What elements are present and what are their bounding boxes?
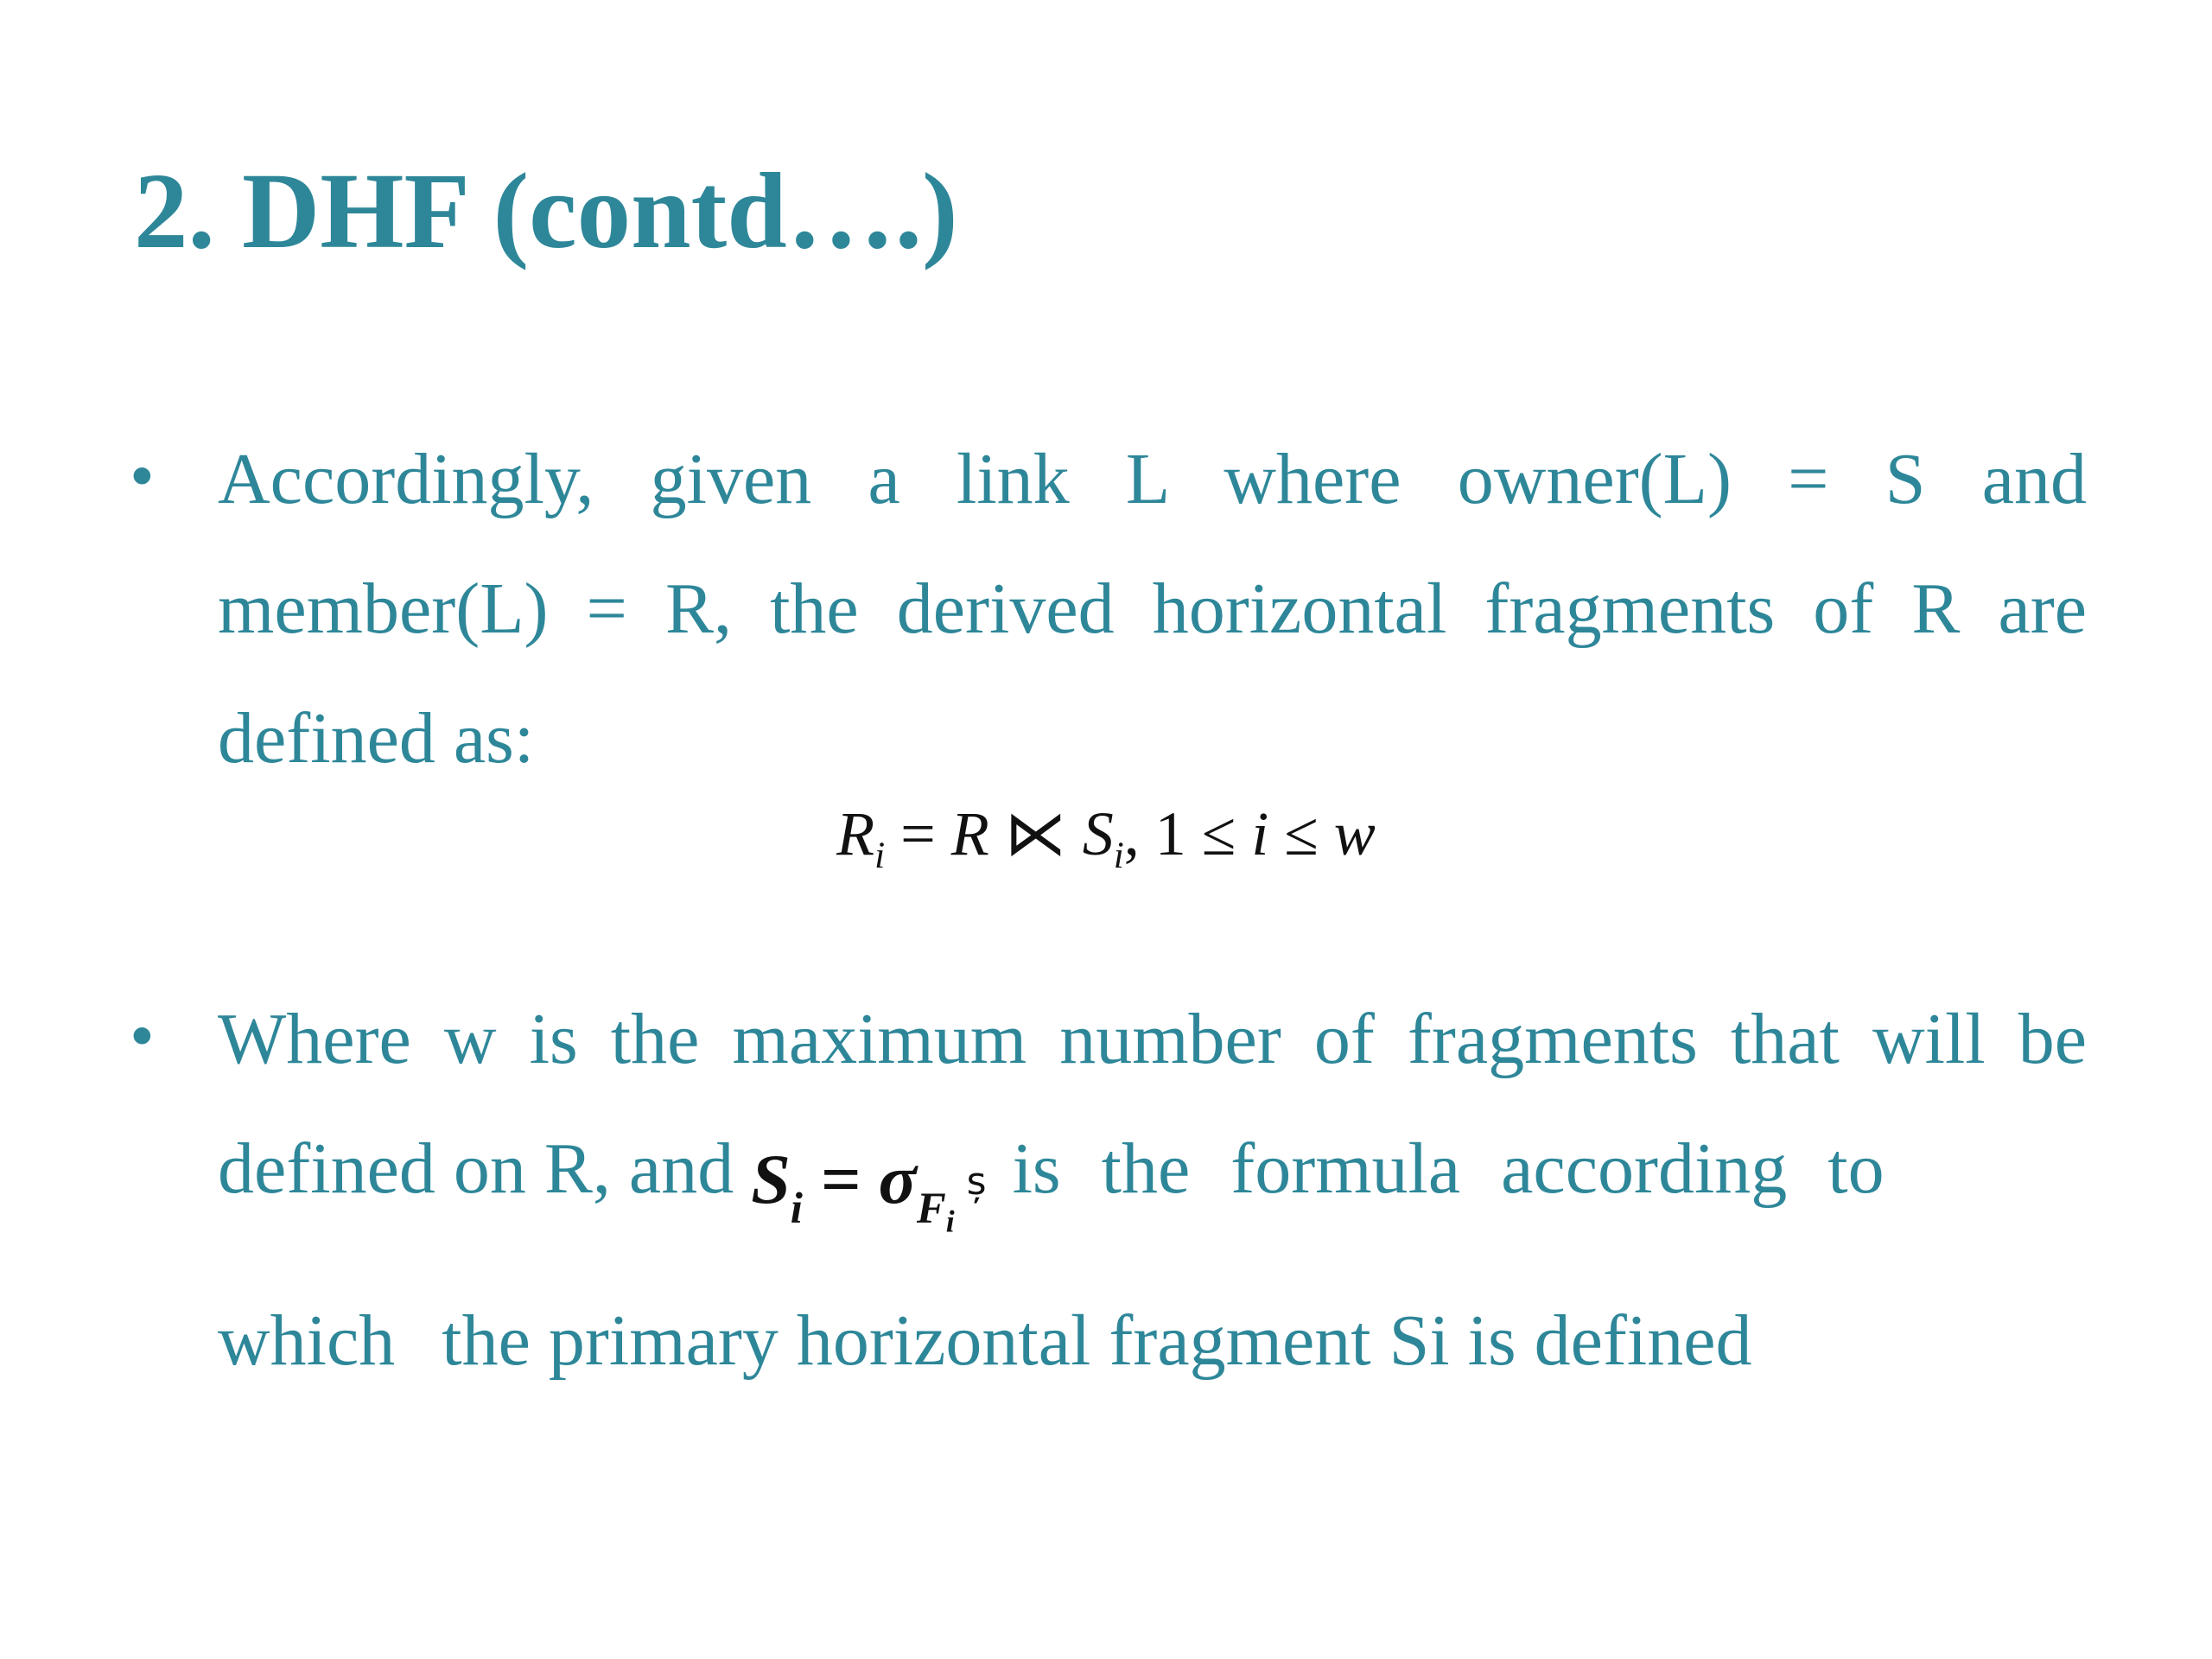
bullet-1-line-1: Accordingly, given a link L where owner(L) = S and	[218, 439, 2087, 519]
derived-fragment-equation	[0, 786, 2212, 904]
bullet-2-line-2	[218, 1104, 2087, 1276]
formula-small-glyph: ș	[966, 1160, 987, 1204]
bullet-2-line-3	[218, 1276, 2087, 1406]
slide-title: 2. DHF (contd….)	[134, 152, 958, 271]
bullet-2-line-3-rest: the primary horizontal fragment Si is defined	[442, 1300, 1752, 1381]
bullet-dot-1: •	[130, 436, 155, 515]
formula-sigma-subscript	[916, 1183, 955, 1239]
bullet-dot-2: •	[130, 996, 155, 1075]
eq-range-text: , 1 ≤	[1123, 799, 1252, 868]
formula-sigma-sub-i: i	[945, 1204, 955, 1239]
semijoin-operator: ⋉	[1004, 799, 1067, 868]
bullet-paragraph-2	[218, 975, 2087, 1406]
eq-w: w	[1333, 799, 1376, 868]
eq-r: R	[950, 799, 989, 868]
eq-le: ≤	[1268, 799, 1334, 868]
eq-lhs: R	[836, 799, 875, 868]
bullet-2-line-2-end: is the formula according to	[1012, 1128, 1885, 1209]
bullet-1-line-2: member(L) = R, the derived horizontal fragments of R are	[218, 569, 2087, 649]
eq-equals: =	[900, 799, 936, 868]
eq-lhs-subscript: i	[874, 836, 886, 877]
eq-s: S	[1082, 799, 1114, 868]
formula-sigma: σ	[878, 1140, 917, 1218]
formula-s: S	[751, 1140, 791, 1218]
formula-sigma-sub-f: F	[916, 1183, 946, 1232]
eq-s-subscript: i	[1113, 836, 1124, 877]
bullet-1-line-3: defined as:	[218, 698, 535, 779]
eq-i: i	[1251, 799, 1269, 868]
bullet-paragraph-1	[218, 415, 2087, 804]
formula-s-subscript: i	[790, 1183, 803, 1232]
formula-equals: =	[802, 1140, 879, 1218]
bullet-2-line-3-which: which	[218, 1300, 396, 1381]
bullet-2-line-2-start: defined on R, and	[218, 1128, 734, 1209]
bullet-2-line-1: Where w is the maximum number of fragments that will be	[218, 999, 2087, 1079]
primary-fragment-formula	[751, 1115, 986, 1287]
